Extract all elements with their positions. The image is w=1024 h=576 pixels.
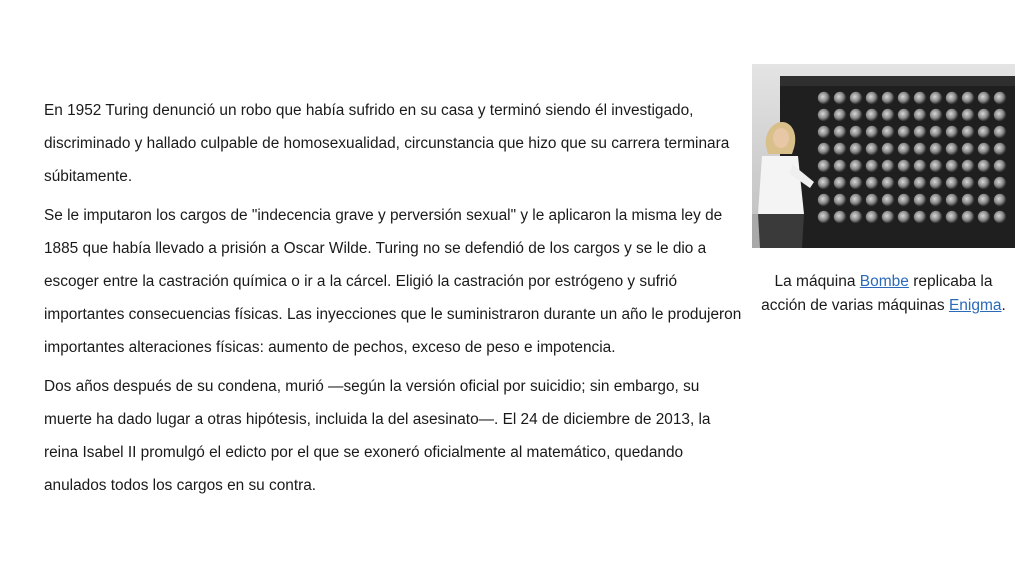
- drum-icon: [898, 109, 910, 121]
- drum-icon: [818, 92, 830, 104]
- drum-icon: [962, 126, 974, 138]
- enigma-link[interactable]: Enigma: [948, 297, 1002, 314]
- drum-icon: [994, 177, 1006, 189]
- drum-icon: [866, 126, 878, 138]
- drum-icon: [818, 160, 830, 172]
- caption-text-3: .: [1001, 297, 1006, 314]
- drum-icon: [882, 109, 894, 121]
- drum-icon: [914, 177, 926, 189]
- drum-icon: [882, 92, 894, 104]
- drum-icon: [962, 92, 974, 104]
- drum-icon: [818, 126, 830, 138]
- drum-icon: [946, 92, 958, 104]
- drum-icon: [898, 211, 910, 223]
- drum-icon: [834, 194, 846, 206]
- drum-icon: [930, 92, 942, 104]
- drum-icon: [930, 211, 942, 223]
- drum-icon: [866, 194, 878, 206]
- drum-icon: [818, 143, 830, 155]
- drum-icon: [834, 143, 846, 155]
- drum-icon: [834, 177, 846, 189]
- drum-icon: [834, 109, 846, 121]
- drum-icon: [978, 126, 990, 138]
- drum-icon: [834, 92, 846, 104]
- bombe-link[interactable]: Bombe: [859, 273, 909, 290]
- drum-icon: [946, 194, 958, 206]
- drum-icon: [978, 160, 990, 172]
- drum-icon: [930, 160, 942, 172]
- drum-icon: [850, 126, 862, 138]
- drum-icon: [898, 194, 910, 206]
- drum-icon: [946, 126, 958, 138]
- drum-icon: [914, 143, 926, 155]
- drum-icon: [866, 143, 878, 155]
- drum-icon: [962, 143, 974, 155]
- drum-icon: [818, 194, 830, 206]
- drum-icon: [978, 211, 990, 223]
- drum-icon: [914, 160, 926, 172]
- drum-icon: [866, 211, 878, 223]
- drum-icon: [994, 194, 1006, 206]
- drum-icon: [866, 177, 878, 189]
- drum-icon: [978, 109, 990, 121]
- drum-icon: [866, 109, 878, 121]
- drum-icon: [946, 143, 958, 155]
- drum-icon: [914, 211, 926, 223]
- paragraph-2: Se le imputaron los cargos de "indecencia grave y perversión sexual" y le aplicaron la misma ley de 1885 que había llevado a prisión a Oscar Wilde. Turing no se defendió de los cargos y se le dio a escoger entre la castración química o ir a la cárcel. Eligió la castración por estrógeno y sufrió importantes consecuencias físicas. Las inyecciones que le suministraron durante un año le produjeron importantes alteraciones físicas: aumento de pechos, exceso de peso e impotencia.: [44, 207, 742, 356]
- paragraph-3: Dos años después de su condena, murió —según la versión oficial por suicidio; sin embargo, su muerte ha dado lugar a otras hipótesis, incluida la del asesinato—. El 24 de diciembre de 2013, la reina Isabel II promulgó el edicto por el que se exoneró oficialmente al matemático, quedando anulados todos los cargos en su contra.: [44, 378, 711, 494]
- drum-icon: [882, 177, 894, 189]
- drum-icon: [930, 177, 942, 189]
- drum-icon: [946, 177, 958, 189]
- drum-icon: [850, 92, 862, 104]
- drum-icon: [978, 194, 990, 206]
- drum-icon: [962, 177, 974, 189]
- photo-caption: [752, 270, 1015, 318]
- main-text: [44, 94, 744, 508]
- drum-icon: [898, 143, 910, 155]
- drum-icon: [946, 160, 958, 172]
- drum-icon: [866, 160, 878, 172]
- drum-icon: [850, 194, 862, 206]
- drum-icon: [850, 109, 862, 121]
- drum-icon: [882, 160, 894, 172]
- drum-icon: [914, 126, 926, 138]
- drum-icon: [930, 143, 942, 155]
- paragraph-1: En 1952 Turing denunció un robo que había sufrido en su casa y terminó siendo él investigado, discriminado y hallado culpable de homosexualidad, circunstancia que hizo que su carrera terminara súbitamente.: [44, 102, 730, 185]
- drum-icon: [850, 177, 862, 189]
- drum-icon: [962, 194, 974, 206]
- drum-icon: [898, 126, 910, 138]
- drum-icon: [866, 92, 878, 104]
- drum-icon: [914, 194, 926, 206]
- drum-icon: [978, 177, 990, 189]
- drum-icon: [930, 126, 942, 138]
- drum-icon: [834, 160, 846, 172]
- drum-icon: [914, 92, 926, 104]
- drum-icon: [898, 160, 910, 172]
- caption-text-1: La máquina: [774, 273, 860, 290]
- drum-icon: [930, 194, 942, 206]
- drum-icon: [994, 126, 1006, 138]
- drum-icon: [898, 92, 910, 104]
- drum-icon: [818, 177, 830, 189]
- bombe-machine-photo: [752, 64, 1015, 248]
- drum-icon: [850, 143, 862, 155]
- drum-icon: [898, 177, 910, 189]
- drum-icon: [882, 143, 894, 155]
- drum-icon: [850, 160, 862, 172]
- drum-icon: [834, 126, 846, 138]
- drum-icon: [882, 126, 894, 138]
- drum-icon: [882, 211, 894, 223]
- drum-icon: [962, 109, 974, 121]
- drum-icon: [946, 109, 958, 121]
- drum-icon: [850, 211, 862, 223]
- drum-icon: [994, 143, 1006, 155]
- drum-icon: [914, 109, 926, 121]
- caption-text-2: replicaba la acción de varias máquinas: [761, 273, 993, 314]
- drum-icon: [818, 109, 830, 121]
- drum-icon: [834, 211, 846, 223]
- drum-icon: [930, 109, 942, 121]
- drum-icon: [818, 211, 830, 223]
- drum-icon: [994, 211, 1006, 223]
- drum-icon: [978, 92, 990, 104]
- drum-icon: [994, 109, 1006, 121]
- drum-icon: [978, 143, 990, 155]
- drum-icon: [994, 160, 1006, 172]
- drum-icon: [962, 160, 974, 172]
- drum-icon: [994, 92, 1006, 104]
- drum-icon: [962, 211, 974, 223]
- drum-icon: [882, 194, 894, 206]
- drum-icon: [946, 211, 958, 223]
